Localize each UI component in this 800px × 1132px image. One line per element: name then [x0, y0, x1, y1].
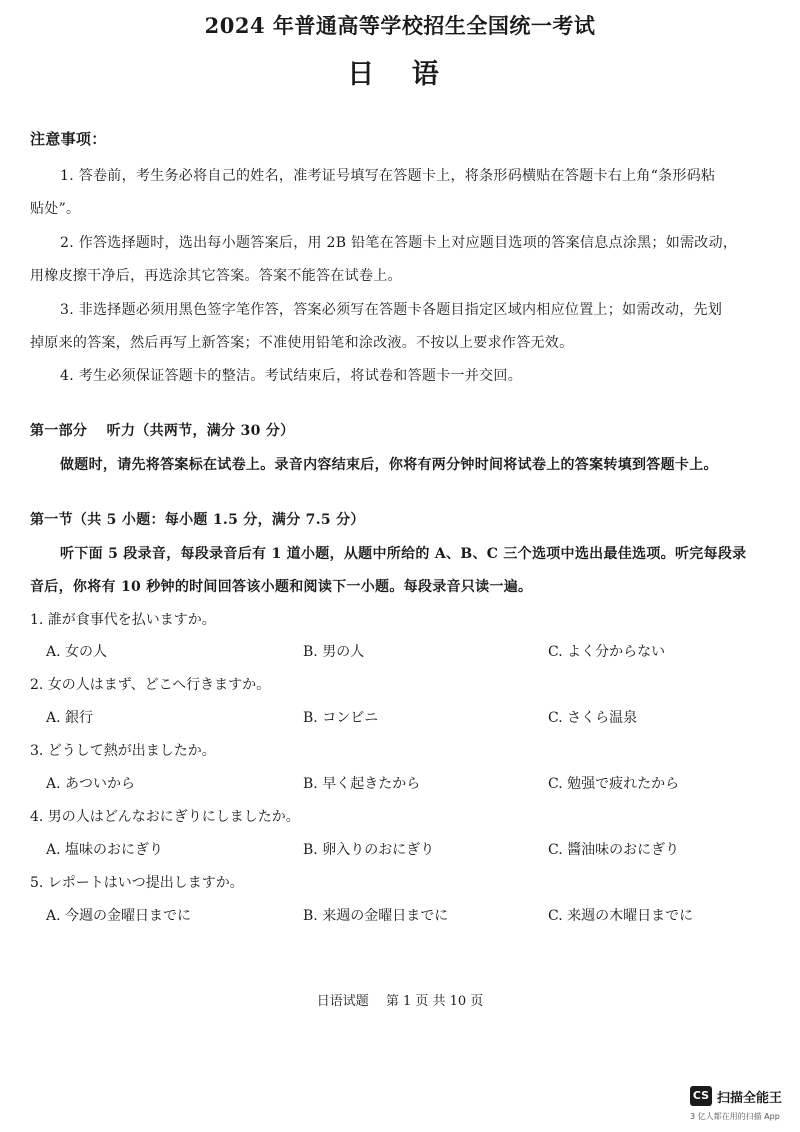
note-3-line2: 掉原来的答案，然后再写上新答案；不准使用铅笔和涂改液。不按以上要求作答无效。 [30, 335, 574, 351]
watermark-app-name: 扫描全能王 [717, 1091, 783, 1106]
question-3: 3. どうして熱が出ましたか。 [30, 743, 216, 759]
question-3-option-b: B. 早く起きたから [303, 776, 421, 792]
note-1-line2: 贴处”。 [30, 201, 81, 217]
question-1-option-b: B. 男の人 [303, 644, 365, 660]
section1-instruction-line2: 音后，你将有 10 秒钟的时间回答该小题和阅读下一小题。每段录音只读一遍。 [30, 579, 533, 595]
exam-subject: 日 语 [347, 59, 453, 90]
question-5-option-a: A. 今週の金曜日までに [46, 908, 192, 924]
question-1-option-c: C. よく分からない [548, 644, 666, 660]
question-4: 4. 男の人はどんなおにぎりにしましたか。 [30, 809, 300, 825]
question-2-option-c: C. さくら温泉 [548, 710, 638, 726]
question-2-option-a: A. 銀行 [46, 710, 94, 726]
question-1-option-a: A. 女の人 [46, 644, 108, 660]
question-5-option-b: B. 来週の金曜日までに [303, 908, 449, 924]
question-5-option-c: C. 来週の木曜日までに [548, 908, 694, 924]
question-4-option-c: C. 醬油味のおにぎり [548, 842, 680, 858]
section1-heading: 第一节（共 5 小题：每小题 1.5 分，满分 7.5 分） [30, 512, 365, 528]
question-5: 5. レポートはいつ提出しますか。 [30, 875, 244, 891]
watermark-tagline: 3 亿人都在用的扫描 App [690, 1112, 780, 1121]
question-2: 2. 女の人はまず、どこへ行きますか。 [30, 677, 271, 693]
question-3-option-c: C. 勉强で疲れたから [548, 776, 680, 792]
camscanner-logo-icon: CS [690, 1086, 712, 1106]
note-1-line1: 1. 答卷前，考生务必将自己的姓名，准考证号填写在答题卡上，将条形码横贴在答题卡右上角“条形码粘 [60, 168, 716, 184]
question-1: 1. 誰が食事代を払いますか。 [30, 612, 216, 628]
question-2-option-b: B. コンビニ [303, 710, 379, 726]
note-3-line1: 3. 非选择题必须用黑色签字笔作答，答案必须写在答题卡各题目指定区域内相应位置上；如需改动，先划 [60, 302, 723, 318]
question-4-option-b: B. 卵入りのおにぎり [303, 842, 435, 858]
question-4-option-a: A. 塩味のおにぎり [46, 842, 164, 858]
section1-instruction-line1: 听下面 5 段录音，每段录音后有 1 道小题，从题中所给的 A、B、C 三个选项中选出最佳选项。听完每段录 [60, 546, 747, 562]
note-2-line2: 用橡皮擦干净后，再选涂其它答案。答案不能答在试卷上。 [30, 268, 402, 284]
page-footer: 日语试题 第 1 页 共 10 页 [316, 994, 484, 1009]
note-2-line1: 2. 作答选择题时，选出每小题答案后，用 2B 铅笔在答题卡上对应题目选项的答案信息点涂黑；如需改动， [60, 235, 738, 251]
question-3-option-a: A. あついから [46, 776, 136, 792]
note-4-line1: 4. 考生必须保证答题卡的整洁。考试结束后，将试卷和答题卡一并交回。 [60, 368, 523, 384]
part1-instruction: 做题时，请先将答案标在试卷上。录音内容结束后，你将有两分钟时间将试卷上的答案转填到答题卡上。 [60, 457, 718, 473]
notes-heading: 注意事项： [30, 130, 107, 148]
exam-title: 2024 年普通高等学校招生全国统一考试 [204, 13, 596, 38]
part1-heading: 第一部分 听力（共两节，满分 30 分） [30, 423, 295, 439]
